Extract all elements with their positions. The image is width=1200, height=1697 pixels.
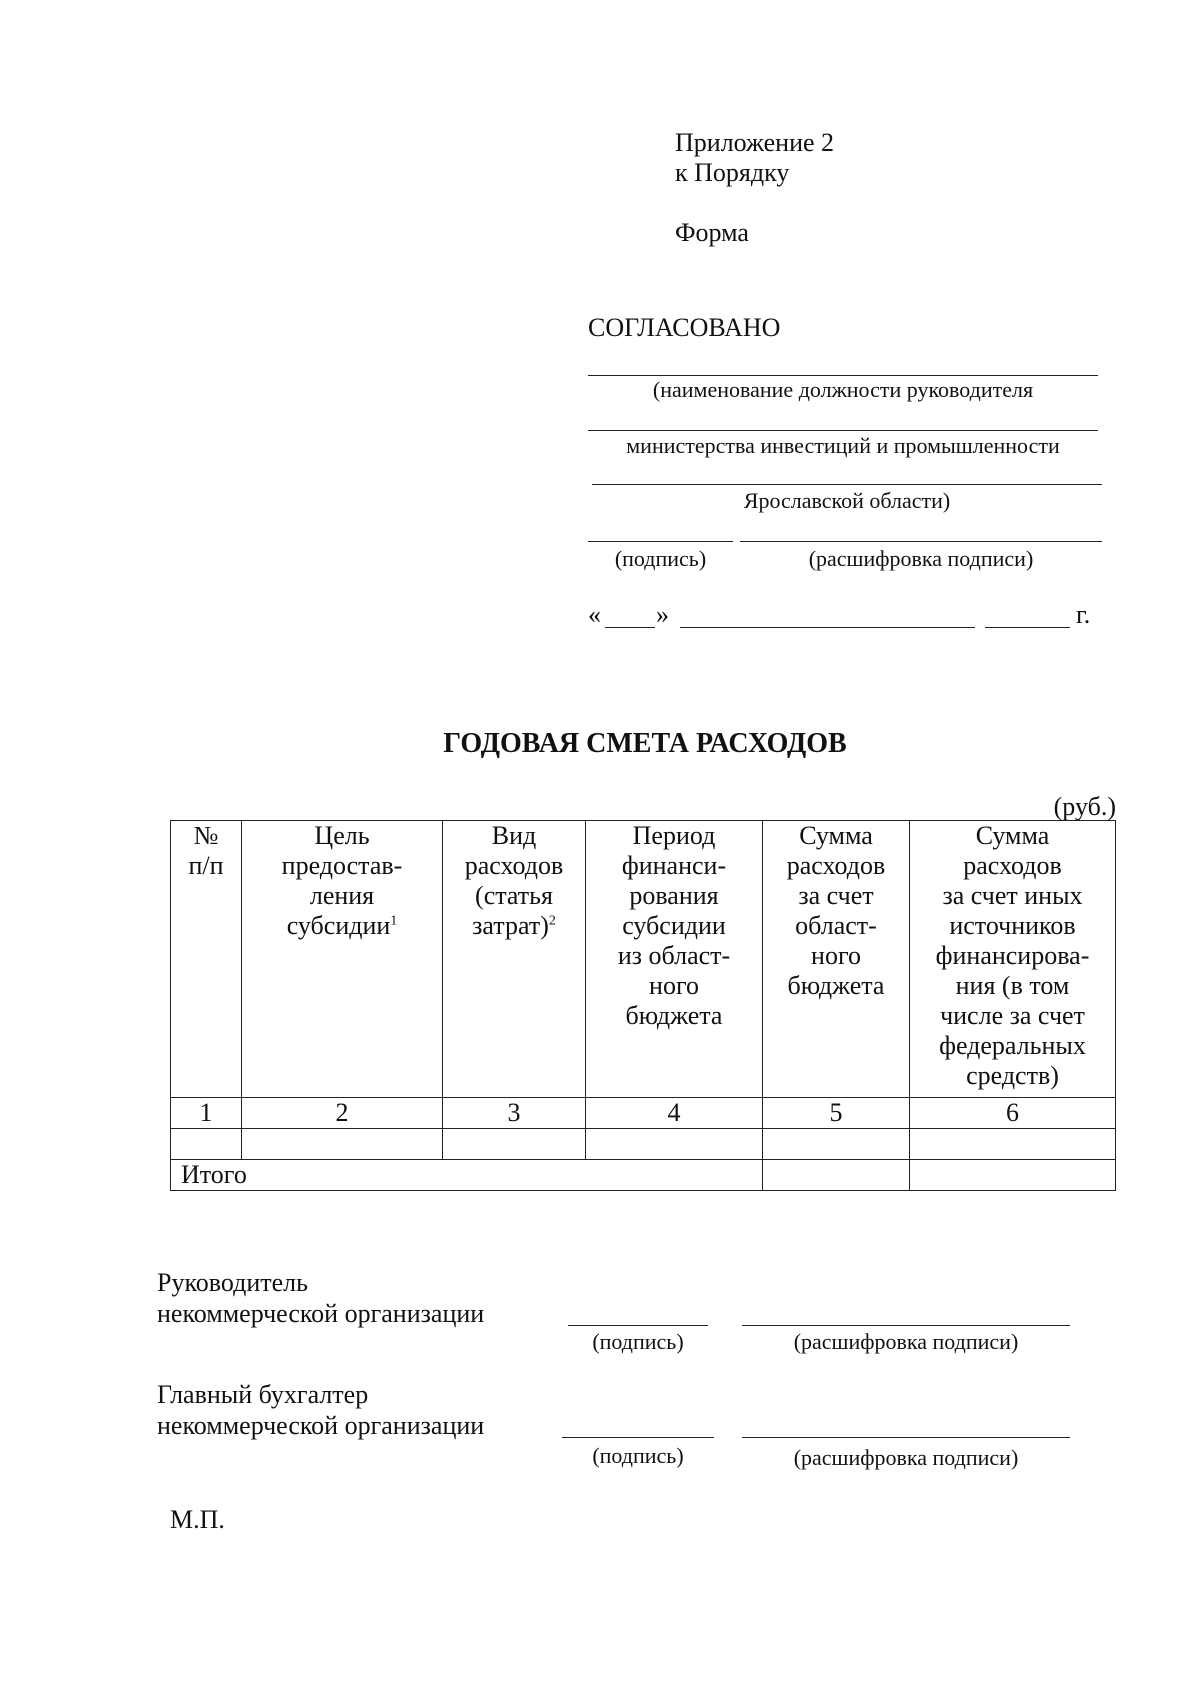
header-text-line: финансирова- <box>935 941 1090 970</box>
header-cell-4 <box>586 821 763 1098</box>
header-text-line: за счет <box>798 881 874 910</box>
header-text-line: Период <box>632 821 716 850</box>
footnote-marker: 2 <box>548 913 556 929</box>
approval-signature-line <box>588 541 733 542</box>
header-text-line: бюджета <box>787 971 885 1000</box>
header-cell-2 <box>242 821 443 1098</box>
header-text-line: за счет иных <box>942 881 1083 910</box>
document-title: ГОДОВАЯ СМЕТА РАСХОДОВ <box>443 728 847 759</box>
header-text-line: ного <box>811 941 861 970</box>
header-text-line: затрат)$^2$ <box>472 911 556 940</box>
appendix-reference: к Порядку <box>675 158 790 187</box>
table-header-row <box>171 821 1116 1098</box>
header-text-line: субсидии$^1$ <box>286 911 398 940</box>
header-text-line: № <box>193 821 219 850</box>
header-text-line: из област- <box>617 941 731 970</box>
empty-cell[interactable] <box>242 1129 443 1160</box>
column-number: 6 <box>910 1098 1116 1129</box>
position-caption-2: министерства инвестиций и промышленности <box>626 433 1060 458</box>
accountant-decoding-caption: (расшифровка подписи) <box>793 1445 1019 1470</box>
position-line-2 <box>588 430 1098 431</box>
head-decoding-line <box>742 1325 1070 1326</box>
empty-cell[interactable] <box>763 1129 910 1160</box>
header-text-line: расходов <box>963 851 1062 880</box>
date-open-quote: « <box>588 600 601 629</box>
accountant-title-line1: Главный бухгалтер <box>157 1380 369 1409</box>
header-text-line: п/п <box>188 851 224 880</box>
header-text-line: средств) <box>966 1061 1059 1090</box>
empty-cell[interactable] <box>910 1129 1116 1160</box>
accountant-signature-caption: (подпись) <box>592 1443 684 1468</box>
form-label: Форма <box>675 218 749 247</box>
header-text-line: расходов <box>786 851 886 880</box>
approval-decoding-caption: (расшифровка подписи) <box>808 546 1034 571</box>
column-number-row <box>171 1098 1116 1129</box>
header-text-line: Цель <box>314 821 370 850</box>
date-year-line <box>985 627 1070 628</box>
header-cell-5 <box>763 821 910 1098</box>
header-text-line: субсидии <box>622 911 726 940</box>
header-text-line: бюджета <box>625 1001 723 1030</box>
column-number: 5 <box>763 1098 910 1129</box>
header-text-line: рования <box>629 881 719 910</box>
header-text-line: ния (в том <box>955 971 1070 1000</box>
total-other-cell[interactable] <box>910 1160 1116 1191</box>
header-text-line: ного <box>649 971 699 1000</box>
accountant-title-line2: некоммерческой организации <box>157 1411 485 1440</box>
header-text-line: финанси- <box>621 851 727 880</box>
header-cell-6 <box>910 821 1116 1098</box>
column-number: 3 <box>443 1098 586 1129</box>
approval-title: СОГЛАСОВАНО <box>588 313 781 342</box>
header-text-line: источников <box>949 911 1076 940</box>
column-number: 4 <box>586 1098 763 1129</box>
position-caption-3: Ярославской области) <box>743 488 951 513</box>
header-text-line: числе за счет <box>940 1001 1085 1030</box>
date-close-quote: » <box>656 600 669 629</box>
head-signature-line <box>568 1325 708 1326</box>
approval-signature-caption: (подпись) <box>614 546 707 571</box>
appendix-number: Приложение 2 <box>675 128 835 157</box>
header-text-line: (статья <box>475 881 553 910</box>
table-row <box>171 1129 1116 1160</box>
header-text-line: предостав- <box>281 851 403 880</box>
total-regional-cell[interactable] <box>763 1160 910 1191</box>
head-signature-caption: (подпись) <box>592 1329 684 1354</box>
header-text-line: Вид <box>491 821 537 850</box>
total-row <box>171 1160 1116 1191</box>
currency-unit: (руб.) <box>1053 792 1116 821</box>
accountant-decoding-line <box>742 1437 1070 1438</box>
head-decoding-caption: (расшифровка подписи) <box>793 1329 1019 1354</box>
estimate-table <box>170 820 1116 1191</box>
empty-cell[interactable] <box>586 1129 763 1160</box>
accountant-signature-line <box>562 1437 714 1438</box>
header-text-line: ления <box>309 881 375 910</box>
header-text-line: област- <box>795 911 877 940</box>
header-text-line: Сумма <box>975 821 1050 850</box>
approval-decoding-line <box>740 541 1102 542</box>
header-cell-1 <box>171 821 242 1098</box>
empty-cell[interactable] <box>443 1129 586 1160</box>
date-day-line <box>605 627 655 628</box>
year-suffix: г. <box>1076 600 1091 629</box>
header-text-line: Сумма <box>799 821 873 850</box>
position-line-1 <box>588 375 1098 376</box>
header-text-line: федеральных <box>939 1031 1086 1060</box>
footnote-marker: 1 <box>390 913 398 929</box>
position-line-3 <box>592 484 1102 485</box>
head-title-line2: некоммерческой организации <box>157 1299 485 1328</box>
column-number: 1 <box>171 1098 242 1129</box>
position-caption-1: (наименование должности руководителя <box>652 377 1034 402</box>
total-label: Итого <box>171 1160 763 1191</box>
empty-cell[interactable] <box>171 1129 242 1160</box>
column-number: 2 <box>242 1098 443 1129</box>
header-text-line: расходов <box>464 851 564 880</box>
stamp-label: М.П. <box>170 1505 225 1534</box>
head-title-line1: Руководитель <box>157 1268 308 1297</box>
date-month-line <box>680 627 975 628</box>
header-cell-3 <box>443 821 586 1098</box>
